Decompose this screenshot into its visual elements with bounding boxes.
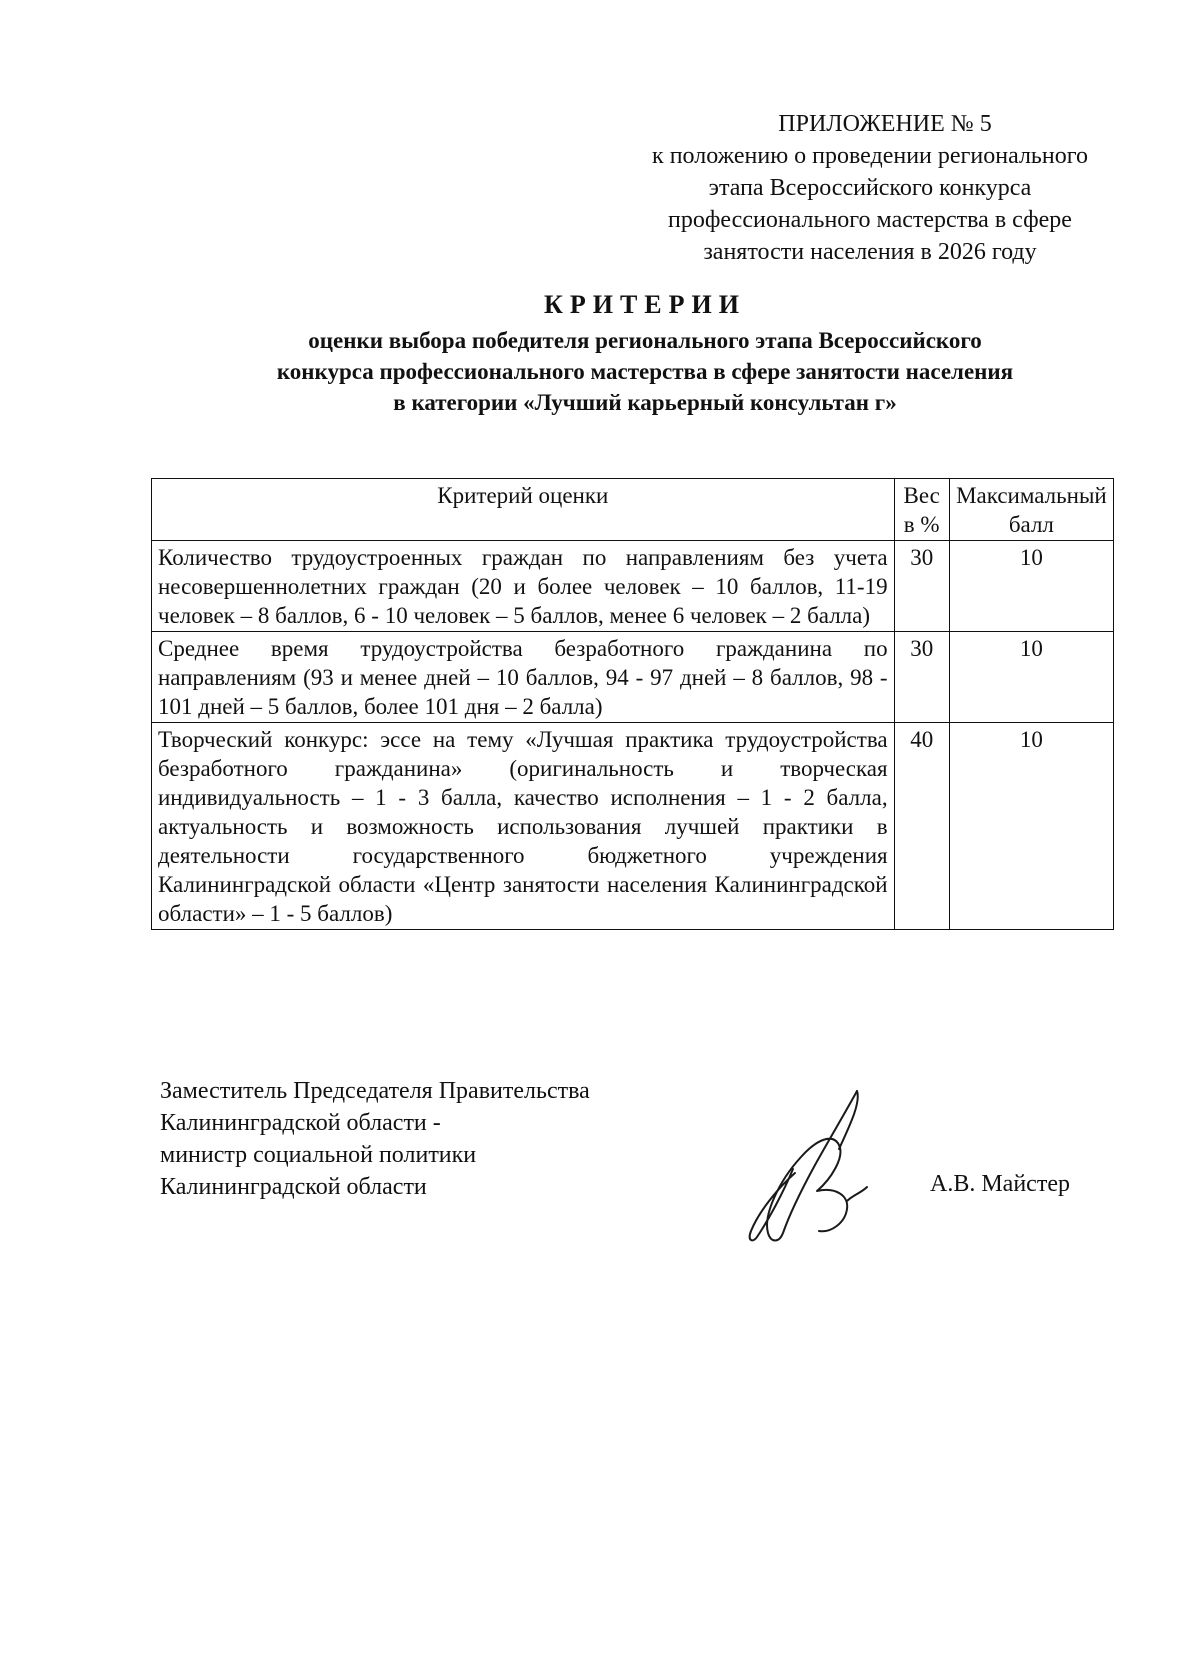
criterion-cell: Среднее время трудоустройства безработного гражданина по направлениям (93 и менее дней – 10 баллов, 94 - 97 дней – 8 баллов, 98 - 101 дней – 5 баллов, более 101 дня – 2 балла) xyxy=(152,632,895,723)
annex-line: занятости населения в 2026 году xyxy=(703,239,1037,265)
criteria-table xyxy=(151,478,1114,930)
signer-position xyxy=(160,1075,590,1203)
table-row xyxy=(152,723,1114,930)
subtitle-line: оценки выбора победителя регионального этапа Всероссийского xyxy=(308,328,982,353)
max-score-cell: 10 xyxy=(949,541,1113,632)
annex-header xyxy=(600,108,1140,268)
handwritten-signature xyxy=(735,1083,900,1248)
table-row xyxy=(152,632,1114,723)
max-score-cell: 10 xyxy=(949,632,1113,723)
signer-position-line: Калининградской области xyxy=(160,1174,427,1200)
header-criterion: Критерий оценки xyxy=(152,479,895,541)
annex-line: профессионального мастерства в сфере xyxy=(668,207,1072,233)
annex-line: этапа Всероссийского конкурса xyxy=(708,175,1032,201)
criterion-cell: Творческий конкурс: эссе на тему «Лучшая практика трудоустройства безработного гражданина» (оригинальность и творческая индивидуальность – 1 - 3 балла, качество исполнения – 1 - 2 балла, актуальность и возможность использования лучшей практики в деятельности государственного бюджетного учреждения Калининградской области «Центр занятости населения Калининградской области» – 1 - 5 баллов) xyxy=(152,723,895,930)
max-score-cell: 10 xyxy=(949,723,1113,930)
subtitle-line: конкурса профессионального мастерства в сфере занятости населения xyxy=(276,359,1014,384)
table-header-row xyxy=(152,479,1114,541)
signer-position-line: министр социальной политики xyxy=(160,1142,477,1168)
table-row xyxy=(152,541,1114,632)
weight-cell: 40 xyxy=(894,723,949,930)
weight-cell: 30 xyxy=(894,541,949,632)
document-subtitle xyxy=(150,325,1140,418)
annex-line: к положению о проведении регионального xyxy=(652,143,1088,169)
annex-title: ПРИЛОЖЕНИЕ № 5 xyxy=(778,111,992,137)
document-title: КРИТЕРИИ xyxy=(544,290,746,319)
signer-name: А.В. Майстер xyxy=(930,1171,1070,1197)
header-weight: Вес в % xyxy=(894,479,949,541)
header-max-score: Максимальный балл xyxy=(949,479,1113,541)
signer-position-line: Калининградской области - xyxy=(160,1110,441,1136)
criterion-cell: Количество трудоустроенных граждан по направлениям без учета несовершеннолетних граждан (20 и более человек – 10 баллов, 11-19 человек – 8 баллов, 6 - 10 человек – 5 баллов, менее 6 человек – 2 балла) xyxy=(152,541,895,632)
weight-cell: 30 xyxy=(894,632,949,723)
signer-position-line: Заместитель Председателя Правительства xyxy=(160,1078,590,1104)
subtitle-line: в категории «Лучший карьерный консультан г» xyxy=(393,390,897,415)
